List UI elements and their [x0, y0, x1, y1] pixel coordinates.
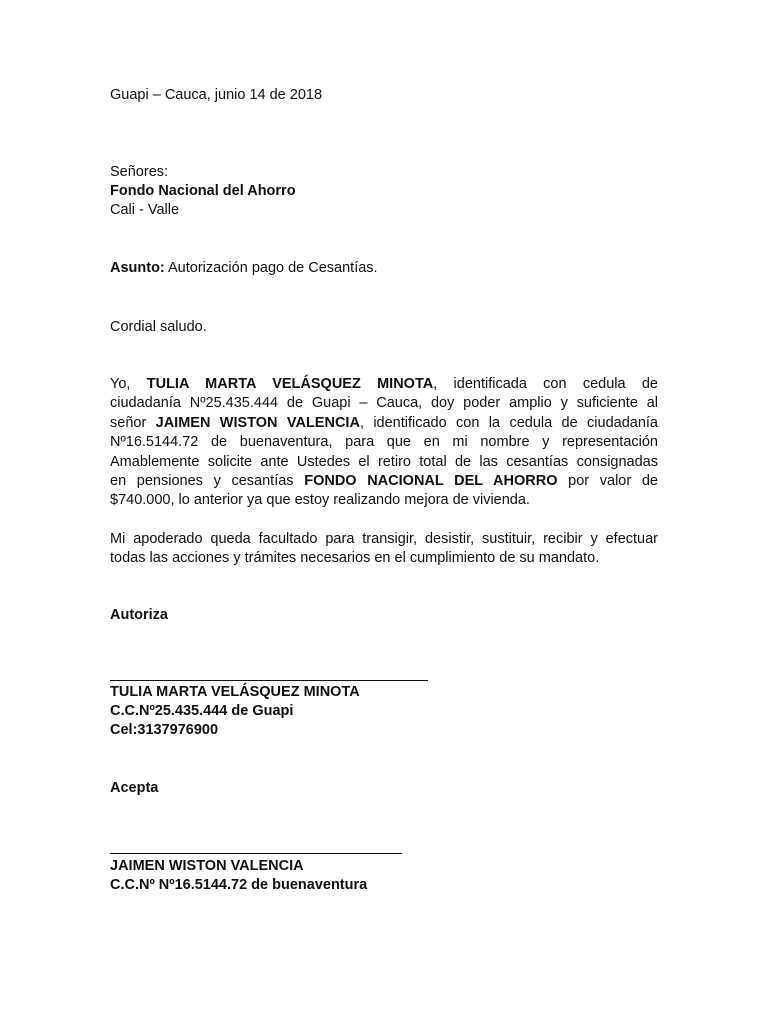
- grantee-label: Acepta: [110, 780, 159, 796]
- body-line-6: en pensiones y cesantías FONDO NACIONAL DEL AHORRO por valor de: [110, 473, 658, 490]
- grantor-signature-line: [110, 680, 428, 681]
- body-line-1: Yo, TULIA MARTA VELÁSQUEZ MINOTA, identificada con cedula de: [110, 376, 658, 392]
- body-line-3: señor JAIMEN WISTON VALENCIA, identificado con la cedula de ciudadanía: [110, 414, 658, 431]
- grantor-label: Autoriza: [110, 607, 168, 623]
- body-line-5: Amablemente solicite ante Ustedes el retiro total de las cesantías consignadas: [110, 453, 658, 470]
- grantee-id: C.C.Nº Nº16.5144.72 de buenaventura: [110, 877, 368, 893]
- grantor-name-inline: TULIA MARTA VELÁSQUEZ MINOTA: [146, 376, 434, 392]
- subject-line: [110, 259, 378, 278]
- grantor-phone: Cel:3137976900: [110, 722, 219, 738]
- grantor-id: C.C.Nº25.435.444 de Guapi: [110, 703, 294, 719]
- place-date: Guapi – Cauca, junio 14 de 2018: [110, 87, 323, 103]
- body-line-7: $740.000, lo anterior ya que estoy realizando mejora de vivienda.: [110, 492, 530, 509]
- body-line-4: Nº16.5144.72 de buenaventura, para que en mi nombre y representación: [110, 434, 658, 451]
- body-paragraph: [110, 375, 658, 511]
- recipient-name: Fondo Nacional del Ahorro: [110, 183, 296, 199]
- mandate-paragraph: [110, 530, 658, 569]
- greeting: Cordial saludo.: [110, 319, 207, 335]
- subject-label: Asunto:: [110, 260, 165, 276]
- grantee-name-inline: JAIMEN WISTON VALENCIA: [155, 414, 360, 431]
- fund-name-inline: FONDO NACIONAL DEL AHORRO: [304, 473, 558, 490]
- grantee-signature-line: [110, 853, 402, 854]
- body-line-2: ciudadanía Nº25.435.444 de Guapi – Cauca, doy poder amplio y suficiente al: [110, 395, 658, 412]
- recipient-city: Cali - Valle: [110, 202, 180, 218]
- recipient-salutation: Señores:: [110, 164, 169, 180]
- mandate-line-1: Mi apoderado queda facultado para transigir, desistir, sustituir, recibir y efectuar: [110, 531, 658, 547]
- grantee-name: JAIMEN WISTON VALENCIA: [110, 858, 304, 874]
- mandate-line-2: todas las acciones y trámites necesarios en el cumplimiento de su mandato.: [110, 550, 600, 567]
- subject-text: Autorización pago de Cesantías.: [164, 260, 378, 276]
- grantor-name: TULIA MARTA VELÁSQUEZ MINOTA: [110, 684, 360, 700]
